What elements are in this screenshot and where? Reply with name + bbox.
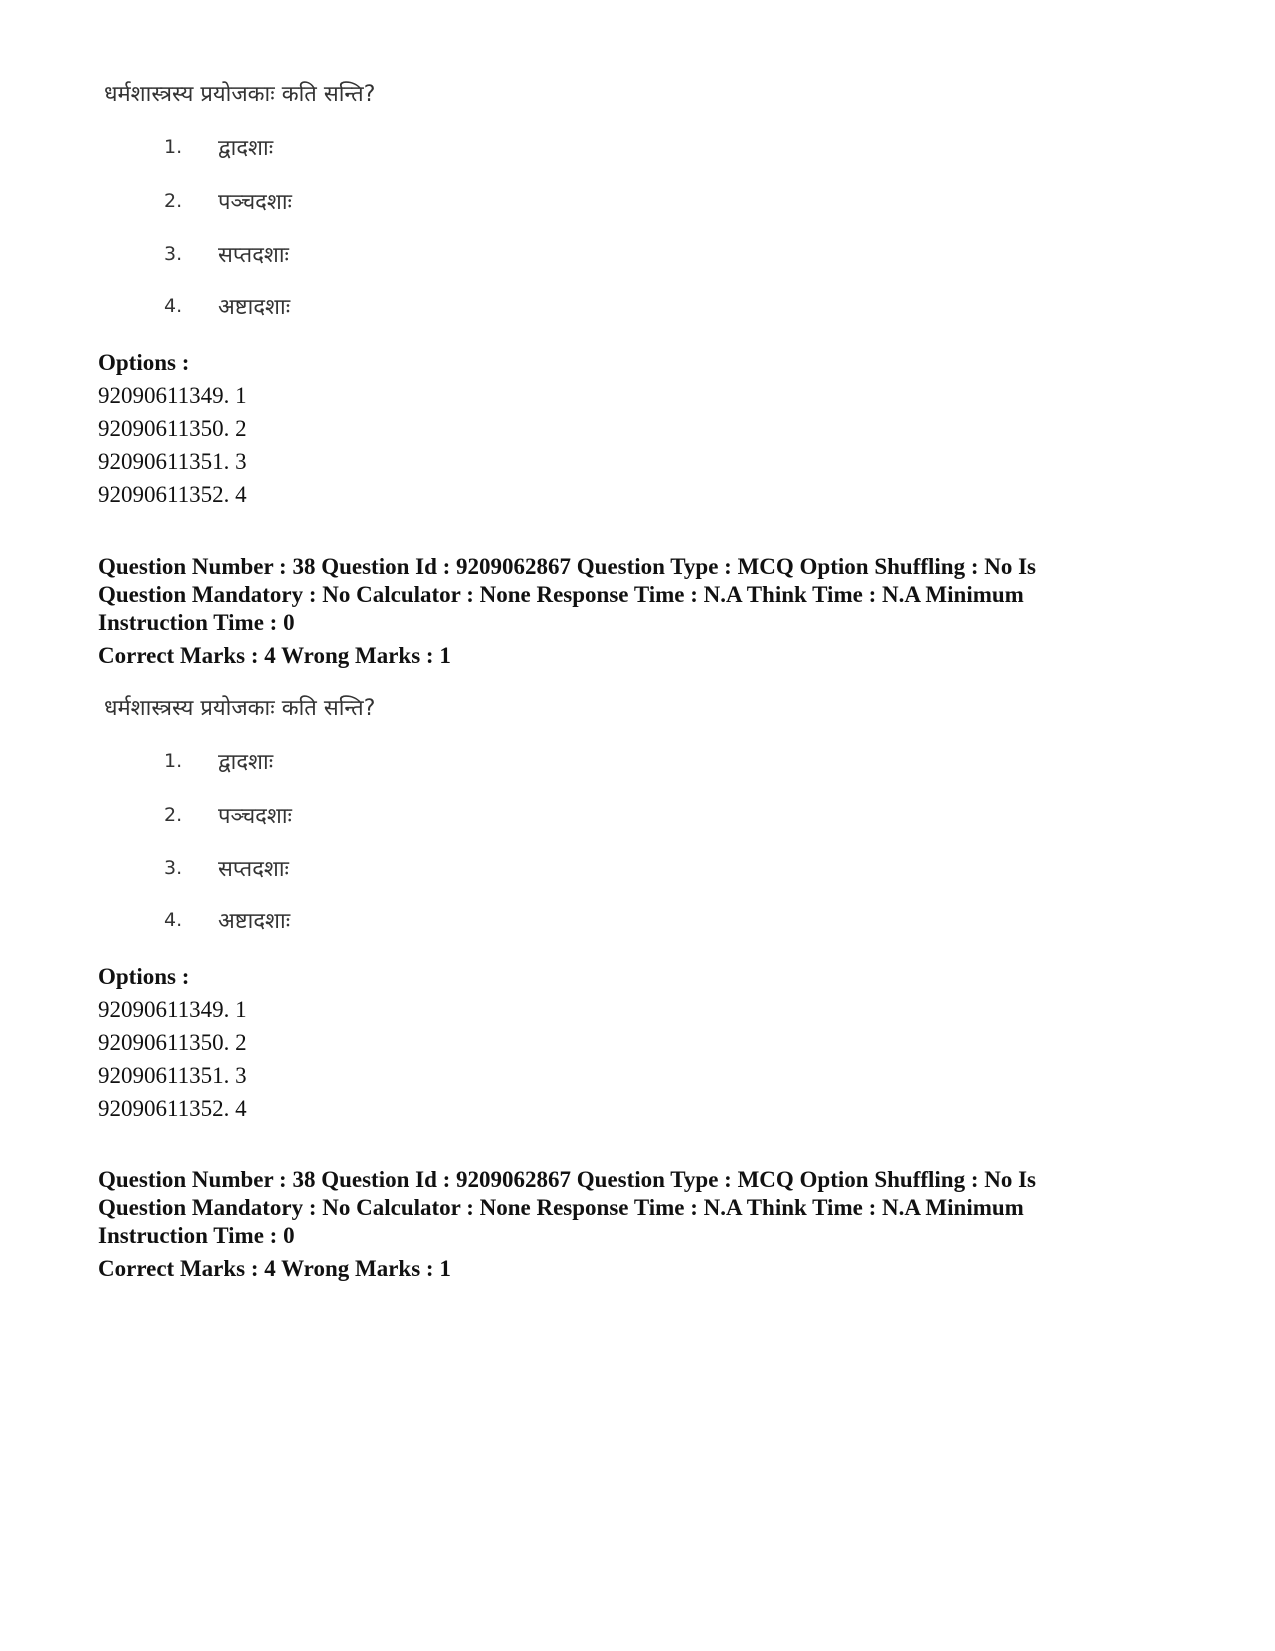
- choice-text: सप्तदशाः: [218, 243, 289, 268]
- question-choice: [98, 903, 418, 943]
- choice-number: 1.: [164, 750, 183, 772]
- option-item: 92090611350. 2: [98, 1030, 247, 1055]
- question-stem: धर्मशास्त्रस्य प्रयोजकाः कति सन्ति?: [104, 82, 376, 107]
- meta-line: Instruction Time : 0: [98, 1223, 295, 1248]
- options-heading: Options :: [98, 964, 190, 989]
- marks-line: Correct Marks : 4 Wrong Marks : 1: [98, 643, 451, 668]
- option-item: 92090611350. 2: [98, 416, 247, 441]
- question-metadata: [98, 1166, 1178, 1283]
- options-list: [98, 960, 247, 1125]
- choice-text: अष्टादशाः: [218, 295, 291, 320]
- options-list: [98, 346, 247, 511]
- choice-text: द्वादशाः: [218, 750, 274, 775]
- choice-number: 1.: [164, 136, 183, 158]
- meta-line: Question Number : 38 Question Id : 9209062867 Question Type : MCQ Option Shuffling : No Is: [98, 1167, 1037, 1192]
- option-item: 92090611349. 1: [98, 997, 247, 1022]
- option-item: 92090611352. 4: [98, 1096, 247, 1121]
- question-image: [98, 78, 438, 338]
- question-choice: [98, 289, 418, 329]
- option-item: 92090611351. 3: [98, 1063, 247, 1088]
- choice-number: 4.: [164, 295, 183, 317]
- choice-text: सप्तदशाः: [218, 857, 289, 882]
- choice-number: 4.: [164, 909, 183, 931]
- meta-line: Question Number : 38 Question Id : 9209062867 Question Type : MCQ Option Shuffling : No Is: [98, 554, 1037, 579]
- option-item: 92090611351. 3: [98, 449, 247, 474]
- options-heading: Options :: [98, 350, 190, 375]
- question-choice: [98, 744, 418, 784]
- question-choice: [98, 184, 418, 224]
- question-image: [98, 692, 438, 952]
- choice-number: 2.: [164, 804, 183, 826]
- marks-line: Correct Marks : 4 Wrong Marks : 1: [98, 1256, 451, 1281]
- choice-text: पञ्चदशाः: [218, 804, 292, 829]
- question-choice: [98, 851, 418, 891]
- question-choice: [98, 130, 418, 170]
- question-stem: धर्मशास्त्रस्य प्रयोजकाः कति सन्ति?: [104, 696, 376, 721]
- choice-number: 3.: [164, 857, 183, 879]
- choice-number: 2.: [164, 190, 183, 212]
- question-choice: [98, 798, 418, 838]
- question-choice: [98, 237, 418, 277]
- meta-line: Question Mandatory : No Calculator : None Response Time : N.A Think Time : N.A Minimum: [98, 1195, 1024, 1220]
- question-metadata: [98, 553, 1178, 670]
- choice-text: अष्टादशाः: [218, 909, 291, 934]
- choice-text: पञ्चदशाः: [218, 190, 292, 215]
- choice-number: 3.: [164, 243, 183, 265]
- meta-line: Question Mandatory : No Calculator : None Response Time : N.A Think Time : N.A Minimum: [98, 582, 1024, 607]
- option-item: 92090611349. 1: [98, 383, 247, 408]
- option-item: 92090611352. 4: [98, 482, 247, 507]
- choice-text: द्वादशाः: [218, 136, 274, 161]
- meta-line: Instruction Time : 0: [98, 610, 295, 635]
